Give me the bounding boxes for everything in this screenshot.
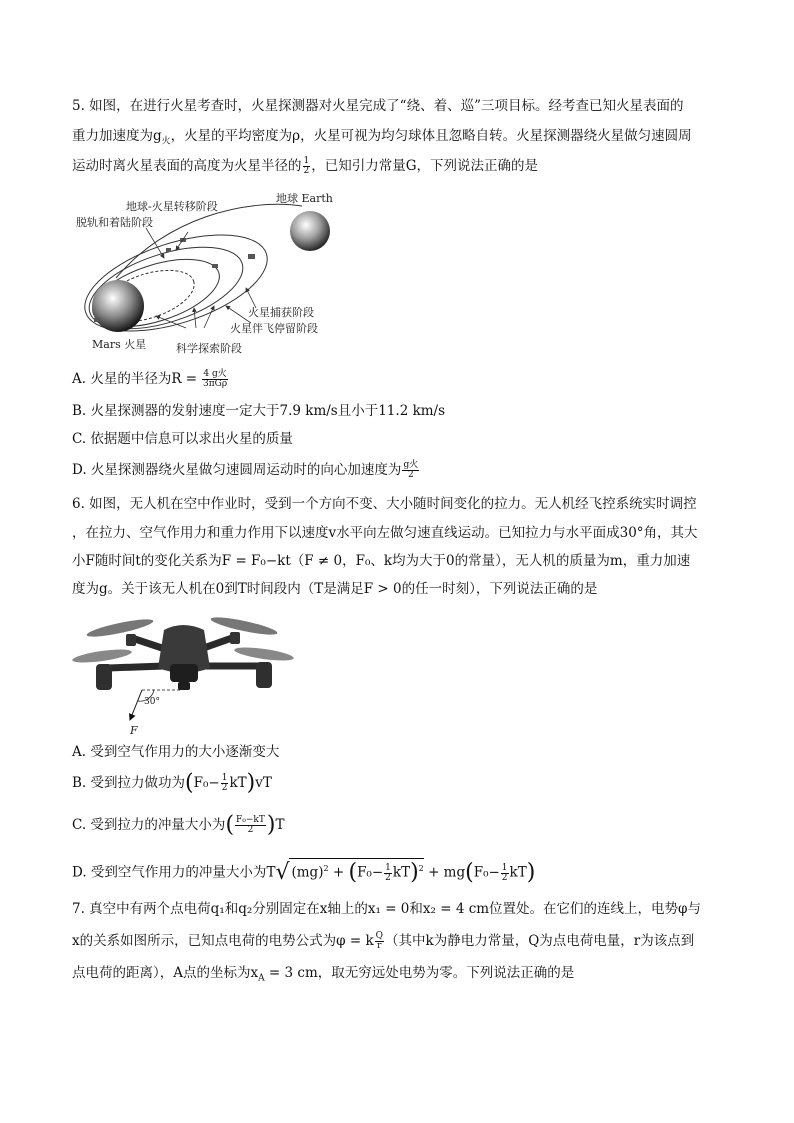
q6-stem-line1: 6. 如图，无人机在空中作业时，受到一个方向不变、大小随时间变化的拉力。无人机经飞控系统实时调控 bbox=[72, 496, 697, 512]
q5-option-c: C. 依据题中信息可以求出火星的质量 bbox=[72, 431, 293, 447]
label-transfer: 地球-火星转移阶段 bbox=[126, 200, 218, 213]
label-earth: 地球 Earth bbox=[276, 192, 333, 205]
label-deorbit: 脱轨和着陆阶段 bbox=[76, 216, 153, 229]
propeller-icon bbox=[210, 614, 279, 638]
label-mars: Mars 火星 bbox=[92, 338, 147, 351]
mars-icon bbox=[92, 280, 144, 332]
mars-mission-diagram bbox=[76, 188, 346, 356]
earth-icon bbox=[290, 211, 330, 251]
propeller-icon bbox=[234, 645, 295, 663]
q7-stem-line1: 7. 真空中有两个点电荷q₁和q₂分别固定在x轴上的x₁ = 0和x₂ = 4 cm位置处。在它们的连线上，电势φ与 bbox=[72, 901, 702, 917]
q7-stem-line3: 点电荷的距离），A点的坐标为$x_A = 3$ cm，取无穷远处电势为零。下列说法正确的是 bbox=[72, 965, 575, 984]
q5-option-a: A. 火星的半径为R = $\frac{\text{4 g火}}{\text{3πGρ}}$ bbox=[72, 369, 228, 389]
q5-text: 重力加速度为g bbox=[72, 128, 162, 144]
q5-stem-line2 bbox=[72, 126, 692, 152]
angle-label: 30° bbox=[144, 697, 160, 707]
propeller-icon bbox=[72, 647, 132, 665]
q5-text: 运动时离火星表面的高度为火星半径的 bbox=[72, 158, 302, 174]
fraction-half: $\frac{1}{2}$ bbox=[303, 156, 310, 176]
q7-stem-line2: x的关系如图所示，已知点电荷的电势公式为φ = k $\frac{Q}{r}$ （其中k为静电力常量，Q为点电荷电量，r为该点到 bbox=[72, 931, 695, 951]
q5-option-d: D. 火星探测器绕火星做匀速圆周运动时的向心加速度为 $\frac{\text{g火}}{2}$ bbox=[72, 460, 419, 480]
q6-option-a: A. 受到空气作用力的大小逐渐变大 bbox=[72, 744, 280, 760]
q5-sub: 火 bbox=[161, 136, 171, 147]
label-science: 科学探索阶段 bbox=[176, 342, 242, 355]
q6-stem-line2: ，在拉力、空气作用力和重力作用下以速度v水平向左做匀速直线运动。已知拉力与水平面成30°角，其大 bbox=[72, 525, 698, 541]
q6-stem-line4: 度为g。关于该无人机在0到T时间段内（T是满足F > 0的任一时刻），下列说法正确的是 bbox=[72, 581, 598, 597]
drone-diagram bbox=[72, 608, 298, 738]
camera-icon bbox=[170, 664, 198, 682]
force-arrow bbox=[130, 690, 142, 720]
q6-option-b: B. 受到拉力做功为(F₀− $\frac{1}{2}$ kT)vT bbox=[72, 770, 272, 796]
q5-text: ，已知引力常量G，下列说法正确的是 bbox=[311, 158, 539, 174]
q6-option-d: D. 受到空气作用力的冲量大小为T√ (mg)$^2$ + (F₀− $\frac{1}{2}$ kT)$^2$ + mg(F₀− $\frac{1}{2}$ kT) bbox=[72, 860, 536, 885]
force-label: F bbox=[130, 724, 138, 737]
q5-stem-line3 bbox=[72, 156, 538, 176]
q5-option-b: B. 火星探测器的发射速度一定大于7.9 km/s且小于11.2 km/s bbox=[72, 403, 446, 419]
label-capture: 火星捕获阶段 bbox=[248, 306, 314, 319]
q5-text: ，火星的平均密度为ρ，火星可视为均匀球体且忽略自转。火星探测器绕火星做匀速圆周 bbox=[170, 128, 692, 144]
label-parking: 火星伴飞停留阶段 bbox=[230, 322, 318, 335]
q5-stem-line1: 5. 如图，在进行火星考查时，火星探测器对火星完成了“绕、着、巡”三项目标。经考查已知火星表面的 bbox=[72, 98, 684, 114]
q6-option-c: C. 受到拉力的冲量大小为( $\frac{\text{F₀−kT}}{2}$ )T bbox=[72, 812, 285, 838]
propeller-icon bbox=[86, 616, 155, 640]
q6-stem-line3: 小F随时间t的变化关系为F = F₀−kt（F ≠ 0，F₀、k均为大于0的常量），无人机的质量为m，重力加速 bbox=[72, 553, 691, 569]
